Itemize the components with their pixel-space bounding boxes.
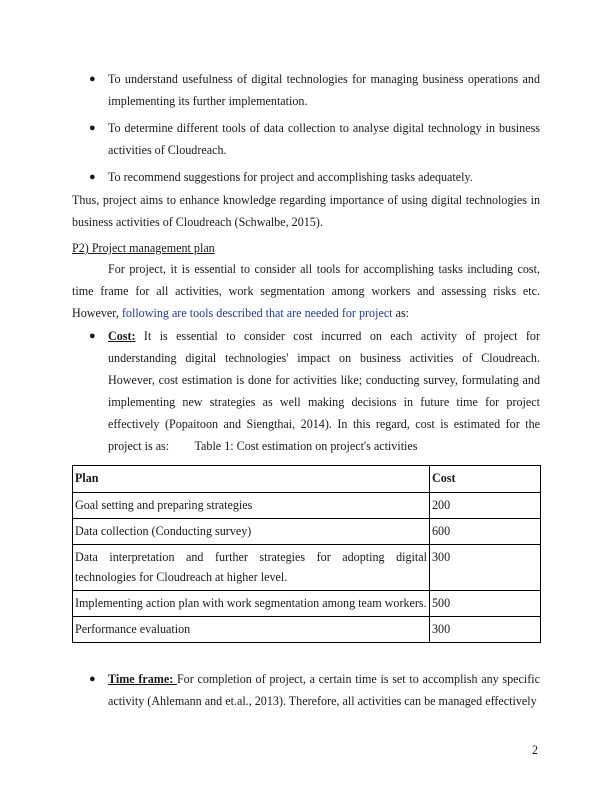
time-frame-list (72, 668, 540, 712)
header-cost: Cost (430, 466, 541, 493)
objectives-list (72, 68, 540, 188)
list-item (72, 166, 540, 188)
table-caption: Table 1: Cost estimation on project's activities (194, 439, 418, 453)
objective-text: To understand usefulness of digital technologies for managing business operations and implementing its further implementation. (108, 72, 540, 108)
plan-cell: Performance evaluation (73, 617, 430, 643)
table-row (73, 617, 541, 643)
bullet-icon: ● (89, 122, 96, 134)
cost-cell: 300 (430, 545, 541, 591)
objective-text: To recommend suggestions for project and accomplishing tasks adequately. (108, 170, 473, 184)
header-plan: Plan (73, 466, 430, 493)
cost-table (72, 465, 541, 643)
plan-cell: Goal setting and preparing strategies (73, 493, 430, 519)
plan-cell: Data interpretation and further strategies for adopting digital technologies for Cloudreach at higher level. (73, 545, 430, 591)
cost-cell: 600 (430, 519, 541, 545)
plan-cell: Implementing action plan with work segmentation among team workers. (73, 591, 430, 617)
list-item-time-frame (72, 668, 540, 712)
cost-cell: 500 (430, 591, 541, 617)
bullet-icon: ● (89, 171, 96, 183)
cost-text: It is essential to consider cost incurred on each activity of project for understanding digital technologies' impact on business activities of Cloudreach. However, cost estimation is done for activities like; conducting survey, formulating and implementing new strategies as well making decisions in future time for project effectively (Popaitoon and Siengthai, 2014). In this regard, cost is estimated for the project is as: (108, 329, 540, 453)
table-row (73, 493, 541, 519)
intro-paragraph (72, 258, 540, 324)
table-header-row (73, 466, 541, 493)
table-row (73, 545, 541, 591)
summary-paragraph: Thus, project aims to enhance knowledge regarding importance of using digital technologies in business activities of Cloudreach (Schwalbe, 2015). (72, 193, 540, 229)
time-frame-label: Time frame: (108, 672, 177, 686)
table-row (73, 591, 541, 617)
intro-text-end: as: (392, 306, 410, 320)
bullet-icon: ● (89, 673, 96, 685)
cost-cell: 300 (430, 617, 541, 643)
intro-text: For project, it is essential to consider all tools for accomplishing tasks including cost, time frame for all activities, work segmentation among workers and assessing risks etc. However, (72, 262, 540, 320)
list-item (72, 68, 540, 112)
section-heading: P2) Project management plan (72, 241, 215, 255)
list-item (72, 117, 540, 161)
cost-cell: 200 (430, 493, 541, 519)
bullet-icon: ● (89, 330, 96, 342)
table-row (73, 519, 541, 545)
time-frame-text: For completion of project, a certain time is set to accomplish any specific activity (Ahlemann and et.al., 2013). Therefore, all activities can be managed effectively (108, 672, 540, 708)
objective-text: To determine different tools of data collection to analyse digital technology in business activities of Cloudreach. (108, 121, 540, 157)
intro-link[interactable]: following are tools described that are needed for project (121, 306, 393, 320)
plan-cell: Data collection (Conducting survey) (73, 519, 430, 545)
bullet-icon: ● (89, 73, 96, 85)
page-number: 2 (532, 743, 539, 757)
cost-label: Cost: (108, 329, 136, 343)
